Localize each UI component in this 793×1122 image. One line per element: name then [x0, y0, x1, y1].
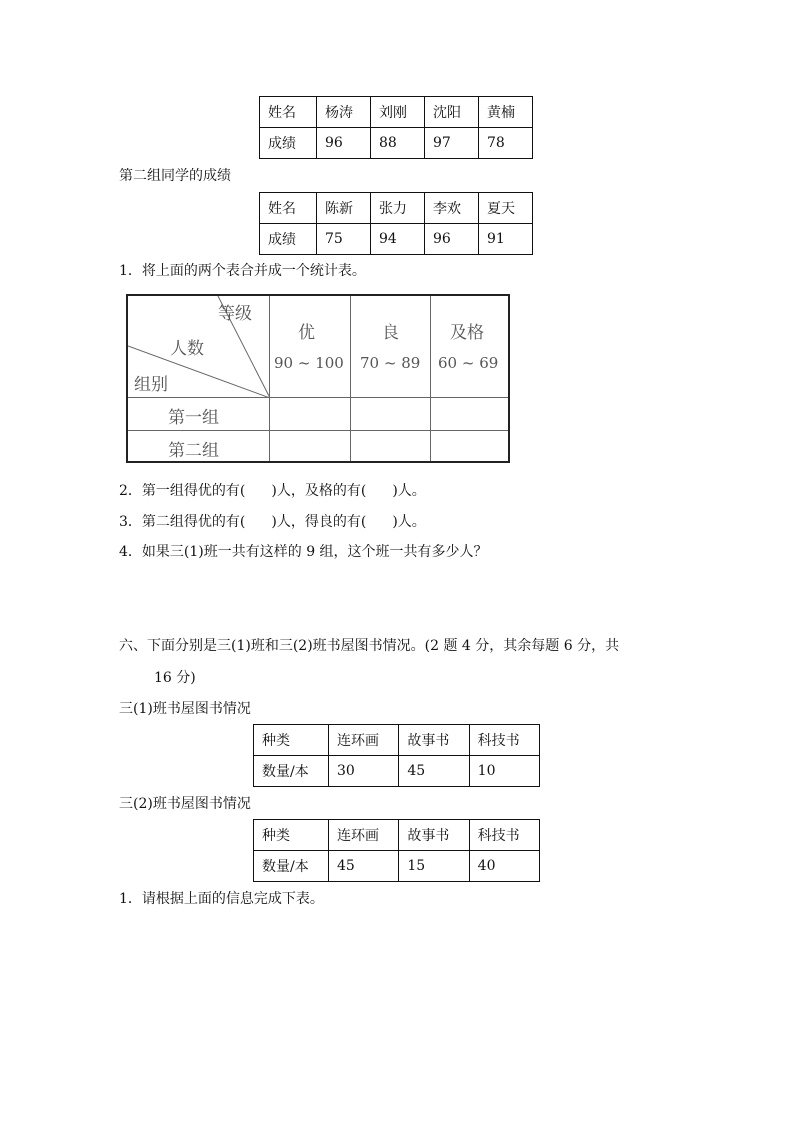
section-6-heading: 六、下面分别是三(1)班和三(2)班书屋图书情况。(2 题 4 分，其余每题 6 分，共	[119, 638, 620, 654]
group2-score-table	[259, 192, 533, 255]
column-excellent-label: 优	[298, 323, 315, 343]
table-cell: 96	[425, 224, 479, 255]
table-cell: 15	[399, 851, 469, 882]
header-group-label: 组别	[134, 375, 168, 395]
table-cell: 45	[399, 756, 469, 787]
table-row	[254, 756, 540, 787]
column-divider	[269, 296, 270, 461]
table-cell: 数量/本	[254, 851, 329, 882]
table-cell: 88	[371, 128, 425, 159]
class1-title: 三(1)班书屋图书情况	[119, 701, 251, 717]
table-cell: 科技书	[469, 725, 539, 756]
column-excellent-range: 90 ~ 100	[274, 354, 344, 372]
table-cell: 40	[469, 851, 539, 882]
table-cell: 姓名	[260, 97, 317, 128]
class2-library-table	[253, 819, 540, 882]
table-cell: 91	[479, 224, 533, 255]
question-2-part-b: )人，及格的有(	[271, 483, 367, 499]
table-cell: 沈阳	[425, 97, 479, 128]
table-cell: 夏天	[479, 193, 533, 224]
table-cell: 李欢	[425, 193, 479, 224]
table-cell: 96	[317, 128, 371, 159]
table-cell: 张力	[371, 193, 425, 224]
table-cell: 杨涛	[317, 97, 371, 128]
table-cell: 种类	[254, 820, 329, 851]
table-row	[254, 851, 540, 882]
column-good-label: 良	[382, 323, 399, 343]
question-2-part-c: )人。	[392, 483, 426, 499]
table-cell: 故事书	[399, 725, 469, 756]
table-cell: 种类	[254, 725, 329, 756]
question-3-part-a: 3．第二组得优的有(	[119, 514, 246, 530]
table-row	[254, 725, 540, 756]
table-cell: 科技书	[469, 820, 539, 851]
table-cell: 45	[329, 851, 399, 882]
table-cell: 故事书	[399, 820, 469, 851]
table-cell: 成绩	[260, 224, 317, 255]
row-group1-label: 第一组	[168, 408, 219, 428]
header-level-label: 等级	[218, 304, 252, 324]
section-6-heading-cont: 16 分)	[154, 670, 196, 686]
table-cell: 78	[479, 128, 533, 159]
table-row	[260, 97, 533, 128]
question-2	[119, 481, 426, 501]
question-4: 4．如果三(1)班一共有这样的 9 组，这个班一共有多少人？	[119, 544, 488, 560]
table-cell: 10	[469, 756, 539, 787]
table-cell: 陈新	[317, 193, 371, 224]
table-row	[254, 820, 540, 851]
table-cell: 75	[317, 224, 371, 255]
column-divider	[430, 296, 431, 461]
table-cell: 姓名	[260, 193, 317, 224]
table-cell: 连环画	[329, 820, 399, 851]
question-1: 1．将上面的两个表合并成一个统计表。	[119, 263, 366, 279]
column-pass-range: 60 ~ 69	[438, 354, 499, 372]
header-count-label: 人数	[170, 339, 204, 359]
table-cell: 连环画	[329, 725, 399, 756]
group1-score-table	[259, 96, 533, 159]
table-cell: 黄楠	[479, 97, 533, 128]
table-cell: 刘刚	[371, 97, 425, 128]
class1-library-table	[253, 724, 540, 787]
row-group2-label: 第二组	[168, 441, 219, 461]
table-cell: 94	[371, 224, 425, 255]
table-row	[260, 224, 533, 255]
combined-statistics-table	[126, 294, 510, 463]
table-cell: 数量/本	[254, 756, 329, 787]
question-2-part-a: 2．第一组得优的有(	[119, 483, 246, 499]
question-3	[119, 512, 426, 532]
question-3-part-b: )人，得良的有(	[271, 514, 367, 530]
column-good-range: 70 ~ 89	[360, 354, 421, 372]
table-cell: 30	[329, 756, 399, 787]
question-6-1: 1．请根据上面的信息完成下表。	[119, 891, 324, 907]
column-divider	[350, 296, 351, 461]
row-divider	[128, 397, 508, 398]
table-cell: 成绩	[260, 128, 317, 159]
table-row	[260, 193, 533, 224]
class2-title: 三(2)班书屋图书情况	[119, 796, 251, 812]
column-pass-label: 及格	[450, 323, 484, 343]
question-3-part-c: )人。	[392, 514, 426, 530]
table-row	[260, 128, 533, 159]
group2-title: 第二组同学的成绩	[119, 168, 231, 184]
table-cell: 97	[425, 128, 479, 159]
row-divider	[128, 430, 508, 431]
